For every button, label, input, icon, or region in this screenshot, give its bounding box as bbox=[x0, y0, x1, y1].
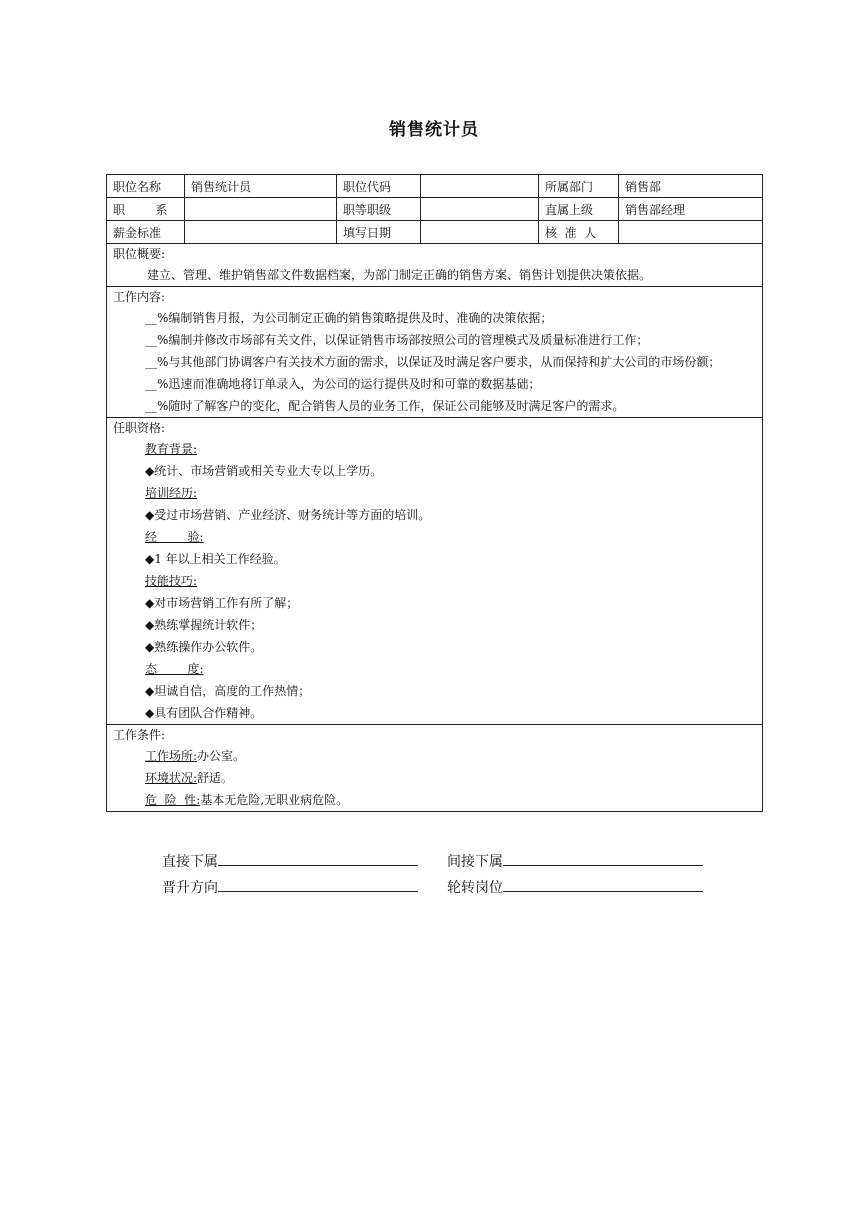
page-title: 销售统计员 bbox=[389, 120, 479, 140]
label-job-family: 职 系 bbox=[107, 198, 185, 221]
label-salary: 薪金标准 bbox=[107, 221, 185, 244]
training-item: ◆受过市场营销、产业经济、财务统计等方面的培训。 bbox=[145, 508, 431, 522]
attitude-item: ◆坦诚自信，高度的工作热情； bbox=[145, 684, 311, 698]
label-position-name: 职位名称 bbox=[107, 175, 185, 198]
rotation-label: 轮转岗位 bbox=[447, 880, 503, 896]
overview-row bbox=[107, 244, 763, 287]
qualification-label: 任职资格: bbox=[113, 421, 166, 435]
conditions-row bbox=[107, 725, 763, 812]
environment-key: 环境状况: bbox=[145, 771, 198, 785]
header-row-1 bbox=[107, 175, 763, 198]
skills-item: ◆熟练操作办公软件。 bbox=[145, 640, 263, 654]
work-item: __%编制销售月报，为公司制定正确的销售策略提供及时、准确的决策依据； bbox=[145, 311, 553, 325]
environment-line bbox=[113, 767, 756, 789]
work-item: __%迅速而准确地将订单录入，为公司的运行提供及时和可靠的数据基础； bbox=[145, 377, 541, 391]
workplace-line bbox=[113, 745, 756, 767]
workplace-value: 办公室。 bbox=[197, 749, 246, 763]
footer-row-2 bbox=[162, 877, 732, 897]
environment-value: 舒适。 bbox=[197, 771, 234, 785]
promotion-blank[interactable] bbox=[218, 877, 418, 892]
promotion-label: 晋升方向 bbox=[162, 880, 218, 896]
qualification-row bbox=[107, 418, 763, 725]
skills-heading: 技能技巧: bbox=[145, 574, 198, 588]
value-job-grade bbox=[421, 198, 539, 221]
workplace-key: 工作场所: bbox=[145, 749, 198, 763]
work-section bbox=[107, 287, 763, 418]
training-heading: 培训经历: bbox=[145, 486, 198, 500]
label-department: 所属部门 bbox=[539, 175, 619, 198]
attitude-heading: 态 度: bbox=[145, 662, 204, 676]
footer-row-1 bbox=[162, 851, 732, 871]
overview-text: 建立、管理、维护销售部文件数据档案，为部门制定正确的销售方案、销售计划提供决策依据。 bbox=[147, 268, 652, 282]
value-salary bbox=[185, 221, 337, 244]
skills-item: ◆对市场营销工作有所了解； bbox=[145, 596, 299, 610]
value-department: 销售部 bbox=[619, 175, 763, 198]
work-item: __%与其他部门协调客户有关技术方面的需求，以保证及时满足客户要求，从而保持和扩大公司的市场份额； bbox=[145, 355, 721, 369]
header-row-3 bbox=[107, 221, 763, 244]
indirect-subordinate-label: 间接下属 bbox=[447, 854, 503, 870]
work-item: __%编制并修改市场部有关文件，以保证销售市场部按照公司的管理模式及质量标准进行工作； bbox=[145, 333, 649, 347]
work-row bbox=[107, 287, 763, 418]
value-job-family bbox=[185, 198, 337, 221]
promotion-field bbox=[162, 877, 447, 897]
value-supervisor: 销售部经理 bbox=[619, 198, 763, 221]
value-position-name: 销售统计员 bbox=[185, 175, 337, 198]
overview-label: 职位概要: bbox=[113, 247, 166, 261]
conditions-label: 工作条件: bbox=[113, 728, 166, 742]
overview-section bbox=[107, 244, 763, 287]
indirect-subordinate-blank[interactable] bbox=[503, 851, 703, 866]
value-fill-date bbox=[421, 221, 539, 244]
header-row-2 bbox=[107, 198, 763, 221]
label-job-grade: 职等职级 bbox=[337, 198, 421, 221]
direct-subordinate-field bbox=[162, 851, 447, 871]
education-item: ◆统计、市场营销或相关专业大专以上学历。 bbox=[145, 464, 383, 478]
hazard-key: 危 险 性: bbox=[145, 793, 201, 807]
work-item: __%随时了解客户的变化，配合销售人员的业务工作，保证公司能够及时满足客户的需求。 bbox=[145, 399, 625, 413]
hazard-line bbox=[113, 789, 756, 811]
label-supervisor: 直属上级 bbox=[539, 198, 619, 221]
rotation-field bbox=[447, 877, 732, 897]
skills-item: ◆熟练掌握统计软件； bbox=[145, 618, 263, 632]
value-approver bbox=[619, 221, 763, 244]
qualification-section bbox=[107, 418, 763, 725]
rotation-blank[interactable] bbox=[503, 877, 703, 892]
indirect-subordinate-field bbox=[447, 851, 732, 871]
label-fill-date: 填写日期 bbox=[337, 221, 421, 244]
education-heading: 教育背景: bbox=[145, 442, 198, 456]
conditions-section bbox=[107, 725, 763, 812]
hazard-value: 基本无危险,无职业病危险。 bbox=[200, 793, 349, 807]
direct-subordinate-label: 直接下属 bbox=[162, 854, 218, 870]
attitude-item: ◆具有团队合作精神。 bbox=[145, 706, 263, 720]
label-position-code: 职位代码 bbox=[337, 175, 421, 198]
direct-subordinate-blank[interactable] bbox=[218, 851, 418, 866]
experience-heading: 经 验: bbox=[145, 530, 204, 544]
job-description-table bbox=[106, 174, 763, 812]
label-approver: 核 准 人 bbox=[539, 221, 619, 244]
value-position-code bbox=[421, 175, 539, 198]
work-label: 工作内容: bbox=[113, 290, 166, 304]
experience-item: ◆1 年以上相关工作经验。 bbox=[145, 552, 286, 566]
